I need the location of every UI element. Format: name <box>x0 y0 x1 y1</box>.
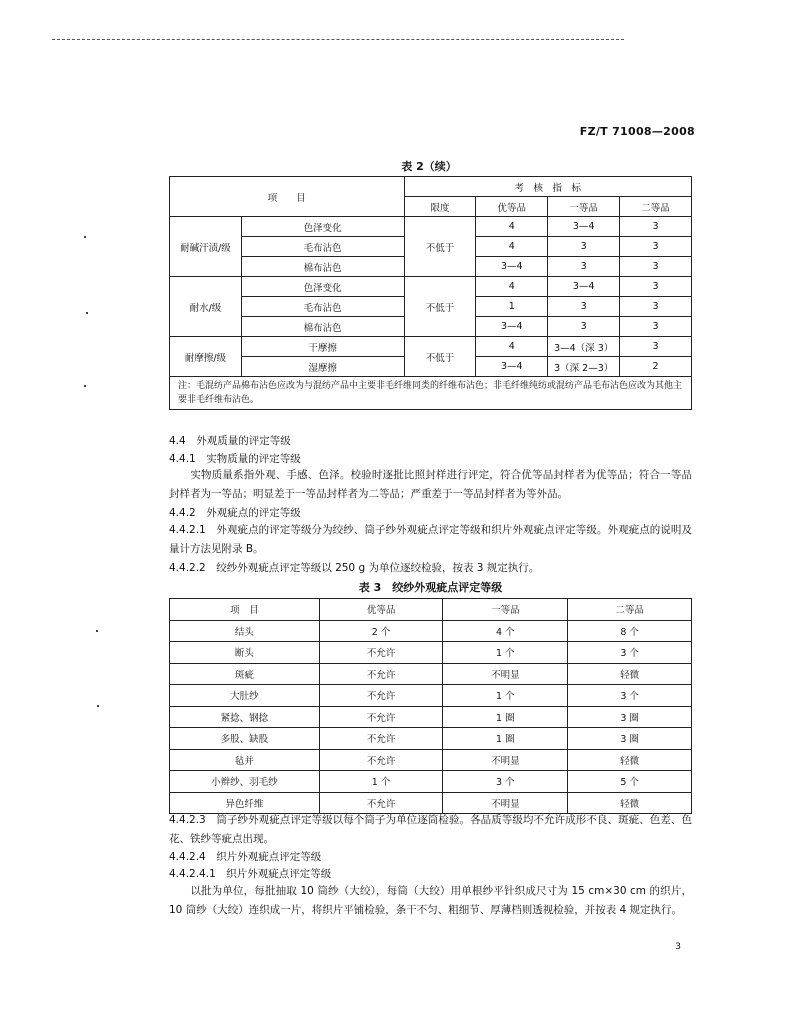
table2-sub: 湿摩擦 <box>241 357 404 377</box>
table3-cell: 不允许 <box>319 642 443 664</box>
table2-limit: 不低于 <box>404 277 476 337</box>
table2-col-limit: 限度 <box>404 197 476 217</box>
table3-cell: 1 圈 <box>443 706 568 728</box>
table2-caption: 表 2（续） <box>401 160 457 173</box>
table2-cell: 4 <box>476 237 548 257</box>
table2-sub: 毛布沾色 <box>241 297 404 317</box>
table2-cell: 3 <box>620 317 692 337</box>
table3-head-second: 二等品 <box>568 599 692 621</box>
table3-cell: 不允许 <box>319 728 443 750</box>
section-4-4: 4.4 外观质量的评定等级 <box>169 435 291 447</box>
table3-cell: 不允许 <box>319 749 443 771</box>
table3-item: 结头 <box>170 620 320 642</box>
table2-col-first: 一等品 <box>548 197 620 217</box>
scan-speck <box>84 385 86 387</box>
table2-group-name: 耐水/级 <box>170 277 242 337</box>
table3-cell: 轻微 <box>568 749 692 771</box>
table3-cell: 4 个 <box>443 620 568 642</box>
paragraph-4-4-2-2: 4.4.2.2 绞纱外观疵点评定等级以 250 g 为单位逐绞检验，按表 3 规定执行。 <box>169 562 540 574</box>
table2-head-index: 考 核 指 标 <box>404 177 691 197</box>
table3-cell: 3 个 <box>568 685 692 707</box>
table3-cell: 1 个 <box>443 685 568 707</box>
table3-caption: 表 3 绞纱外观疵点评定等级 <box>358 581 503 594</box>
scan-speck <box>96 630 98 632</box>
table3-cell: 1 圈 <box>443 728 568 750</box>
table2-cell: 3 <box>620 297 692 317</box>
table3-item: 多股、缺股 <box>170 728 320 750</box>
table3-item: 小辫纱、羽毛纱 <box>170 771 320 793</box>
table2-head-item: 项 目 <box>170 177 405 217</box>
section-4-4-2-4-1: 4.4.2.4.1 织片外观疵点评定等级 <box>169 868 332 880</box>
table3-cell: 不明显 <box>443 749 568 771</box>
table3-cell: 5 个 <box>568 771 692 793</box>
table2 <box>169 176 692 410</box>
table2-cell: 3 <box>548 297 620 317</box>
table2-limit: 不低于 <box>404 217 476 277</box>
table2-sub: 干摩擦 <box>241 337 404 357</box>
table2-group-name: 耐碱汗渍/级 <box>170 217 242 277</box>
table2-cell: 4 <box>476 337 548 357</box>
table2-cell: 3 <box>548 237 620 257</box>
table2-cell: 3—4 <box>476 357 548 377</box>
table3 <box>169 598 692 814</box>
table2-sub: 棉布沾色 <box>241 317 404 337</box>
table2-sub: 棉布沾色 <box>241 257 404 277</box>
table2-cell: 3 <box>620 217 692 237</box>
table3-head-item: 项 目 <box>170 599 320 621</box>
standard-number: FZ/T 71008—2008 <box>579 125 695 138</box>
page-number: 3 <box>675 942 681 952</box>
table2-col-premium: 优等品 <box>476 197 548 217</box>
table3-cell: 2 个 <box>319 620 443 642</box>
table3-cell: 不允许 <box>319 792 443 814</box>
table2-cell: 3 <box>548 317 620 337</box>
table2-cell: 3 <box>620 237 692 257</box>
table2-cell: 3—4 <box>476 317 548 337</box>
header-rule <box>52 39 624 40</box>
table3-item: 毡并 <box>170 749 320 771</box>
table3-cell: 8 个 <box>568 620 692 642</box>
paragraph-4-4-2-1: 4.4.2.1 外观疵点的评定等级分为绞纱、筒子纱外观疵点评定等级和织片外观疵点评定等级。外观疵点的说明及量计方法见附录 B。 <box>169 524 692 555</box>
table2-cell: 3 <box>548 257 620 277</box>
table2-limit: 不低于 <box>404 337 476 377</box>
paragraph-4-4-1: 实物质量系指外观、手感、色泽。校验时逐批比照封样进行评定，符合优等品封样者为优等品；符合一等品封样者为一等品；明显差于一等品封样者为二等品；严重差于一等品封样者为等外品。 <box>169 469 692 500</box>
table3-cell: 不允许 <box>319 706 443 728</box>
table3-cell: 不允许 <box>319 663 443 685</box>
table3-head-first: 一等品 <box>443 599 568 621</box>
section-4-4-1: 4.4.1 实物质量的评定等级 <box>169 453 301 465</box>
table3-cell: 3 个 <box>568 642 692 664</box>
scan-speck <box>86 312 88 314</box>
table3-cell: 3 个 <box>443 771 568 793</box>
table2-sub: 毛布沾色 <box>241 237 404 257</box>
paragraph-4-4-2-3: 4.4.2.3 筒子纱外观疵点评定等级以每个筒子为单位逐筒检验。各品质等级均不允许成形不良、斑疵、色差、色花、铁纱等疵点出现。 <box>169 814 692 845</box>
table2-cell: 3（深 2—3） <box>548 357 620 377</box>
section-4-4-2-4: 4.4.2.4 织片外观疵点评定等级 <box>169 851 322 863</box>
table3-item: 斑疵 <box>170 663 320 685</box>
table2-sub: 色泽变化 <box>241 277 404 297</box>
table3-cell: 不明显 <box>443 663 568 685</box>
section-4-4-2: 4.4.2 外观疵点的评定等级 <box>169 507 301 519</box>
table2-note: 注：毛混纺产品棉布沾色应改为与混纺产品中主要非毛纤维同类的纤维布沾色；非毛纤维纯纺或混纺产品毛布沾色应改为其他主要非毛纤维布沾色。 <box>170 377 692 410</box>
table2-cell: 4 <box>476 217 548 237</box>
table3-item: 断头 <box>170 642 320 664</box>
table2-cell: 3—4 <box>476 257 548 277</box>
table2-cell: 3—4 <box>548 217 620 237</box>
table2-cell: 4 <box>476 277 548 297</box>
table2-cell: 3 <box>620 277 692 297</box>
table3-cell: 1 个 <box>443 642 568 664</box>
table2-cell: 3 <box>620 257 692 277</box>
table2-cell: 2 <box>620 357 692 377</box>
table2-group-name: 耐摩擦/级 <box>170 337 242 377</box>
table2-cell: 1 <box>476 297 548 317</box>
scan-speck <box>84 236 86 238</box>
table2-cell: 3 <box>620 337 692 357</box>
table3-item: 大肚纱 <box>170 685 320 707</box>
table3-cell: 轻微 <box>568 663 692 685</box>
table3-cell: 3 圈 <box>568 728 692 750</box>
table3-cell: 1 个 <box>319 771 443 793</box>
scan-speck <box>97 705 99 707</box>
table3-item: 紧捻、钢捻 <box>170 706 320 728</box>
table2-col-second: 二等品 <box>620 197 692 217</box>
table2-cell: 3—4（深 3） <box>548 337 620 357</box>
table3-item: 异色纤维 <box>170 792 320 814</box>
table3-cell: 不明显 <box>443 792 568 814</box>
table2-sub: 色泽变化 <box>241 217 404 237</box>
table3-head-premium: 优等品 <box>319 599 443 621</box>
table3-cell: 3 圈 <box>568 706 692 728</box>
paragraph-4-4-2-4-1: 以批为单位，每批抽取 10 筒纱（大绞），每筒（大绞）用单根纱平针织成尺寸为 15 cm×30 cm 的织片，10 筒纱（大绞）连织成一片，将织片平铺检验，条干不匀、粗细节、厚薄档则透视检验，并按表 4 规定执行。 <box>169 885 692 916</box>
table3-cell: 不允许 <box>319 685 443 707</box>
table3-cell: 轻微 <box>568 792 692 814</box>
table2-cell: 3—4 <box>548 277 620 297</box>
